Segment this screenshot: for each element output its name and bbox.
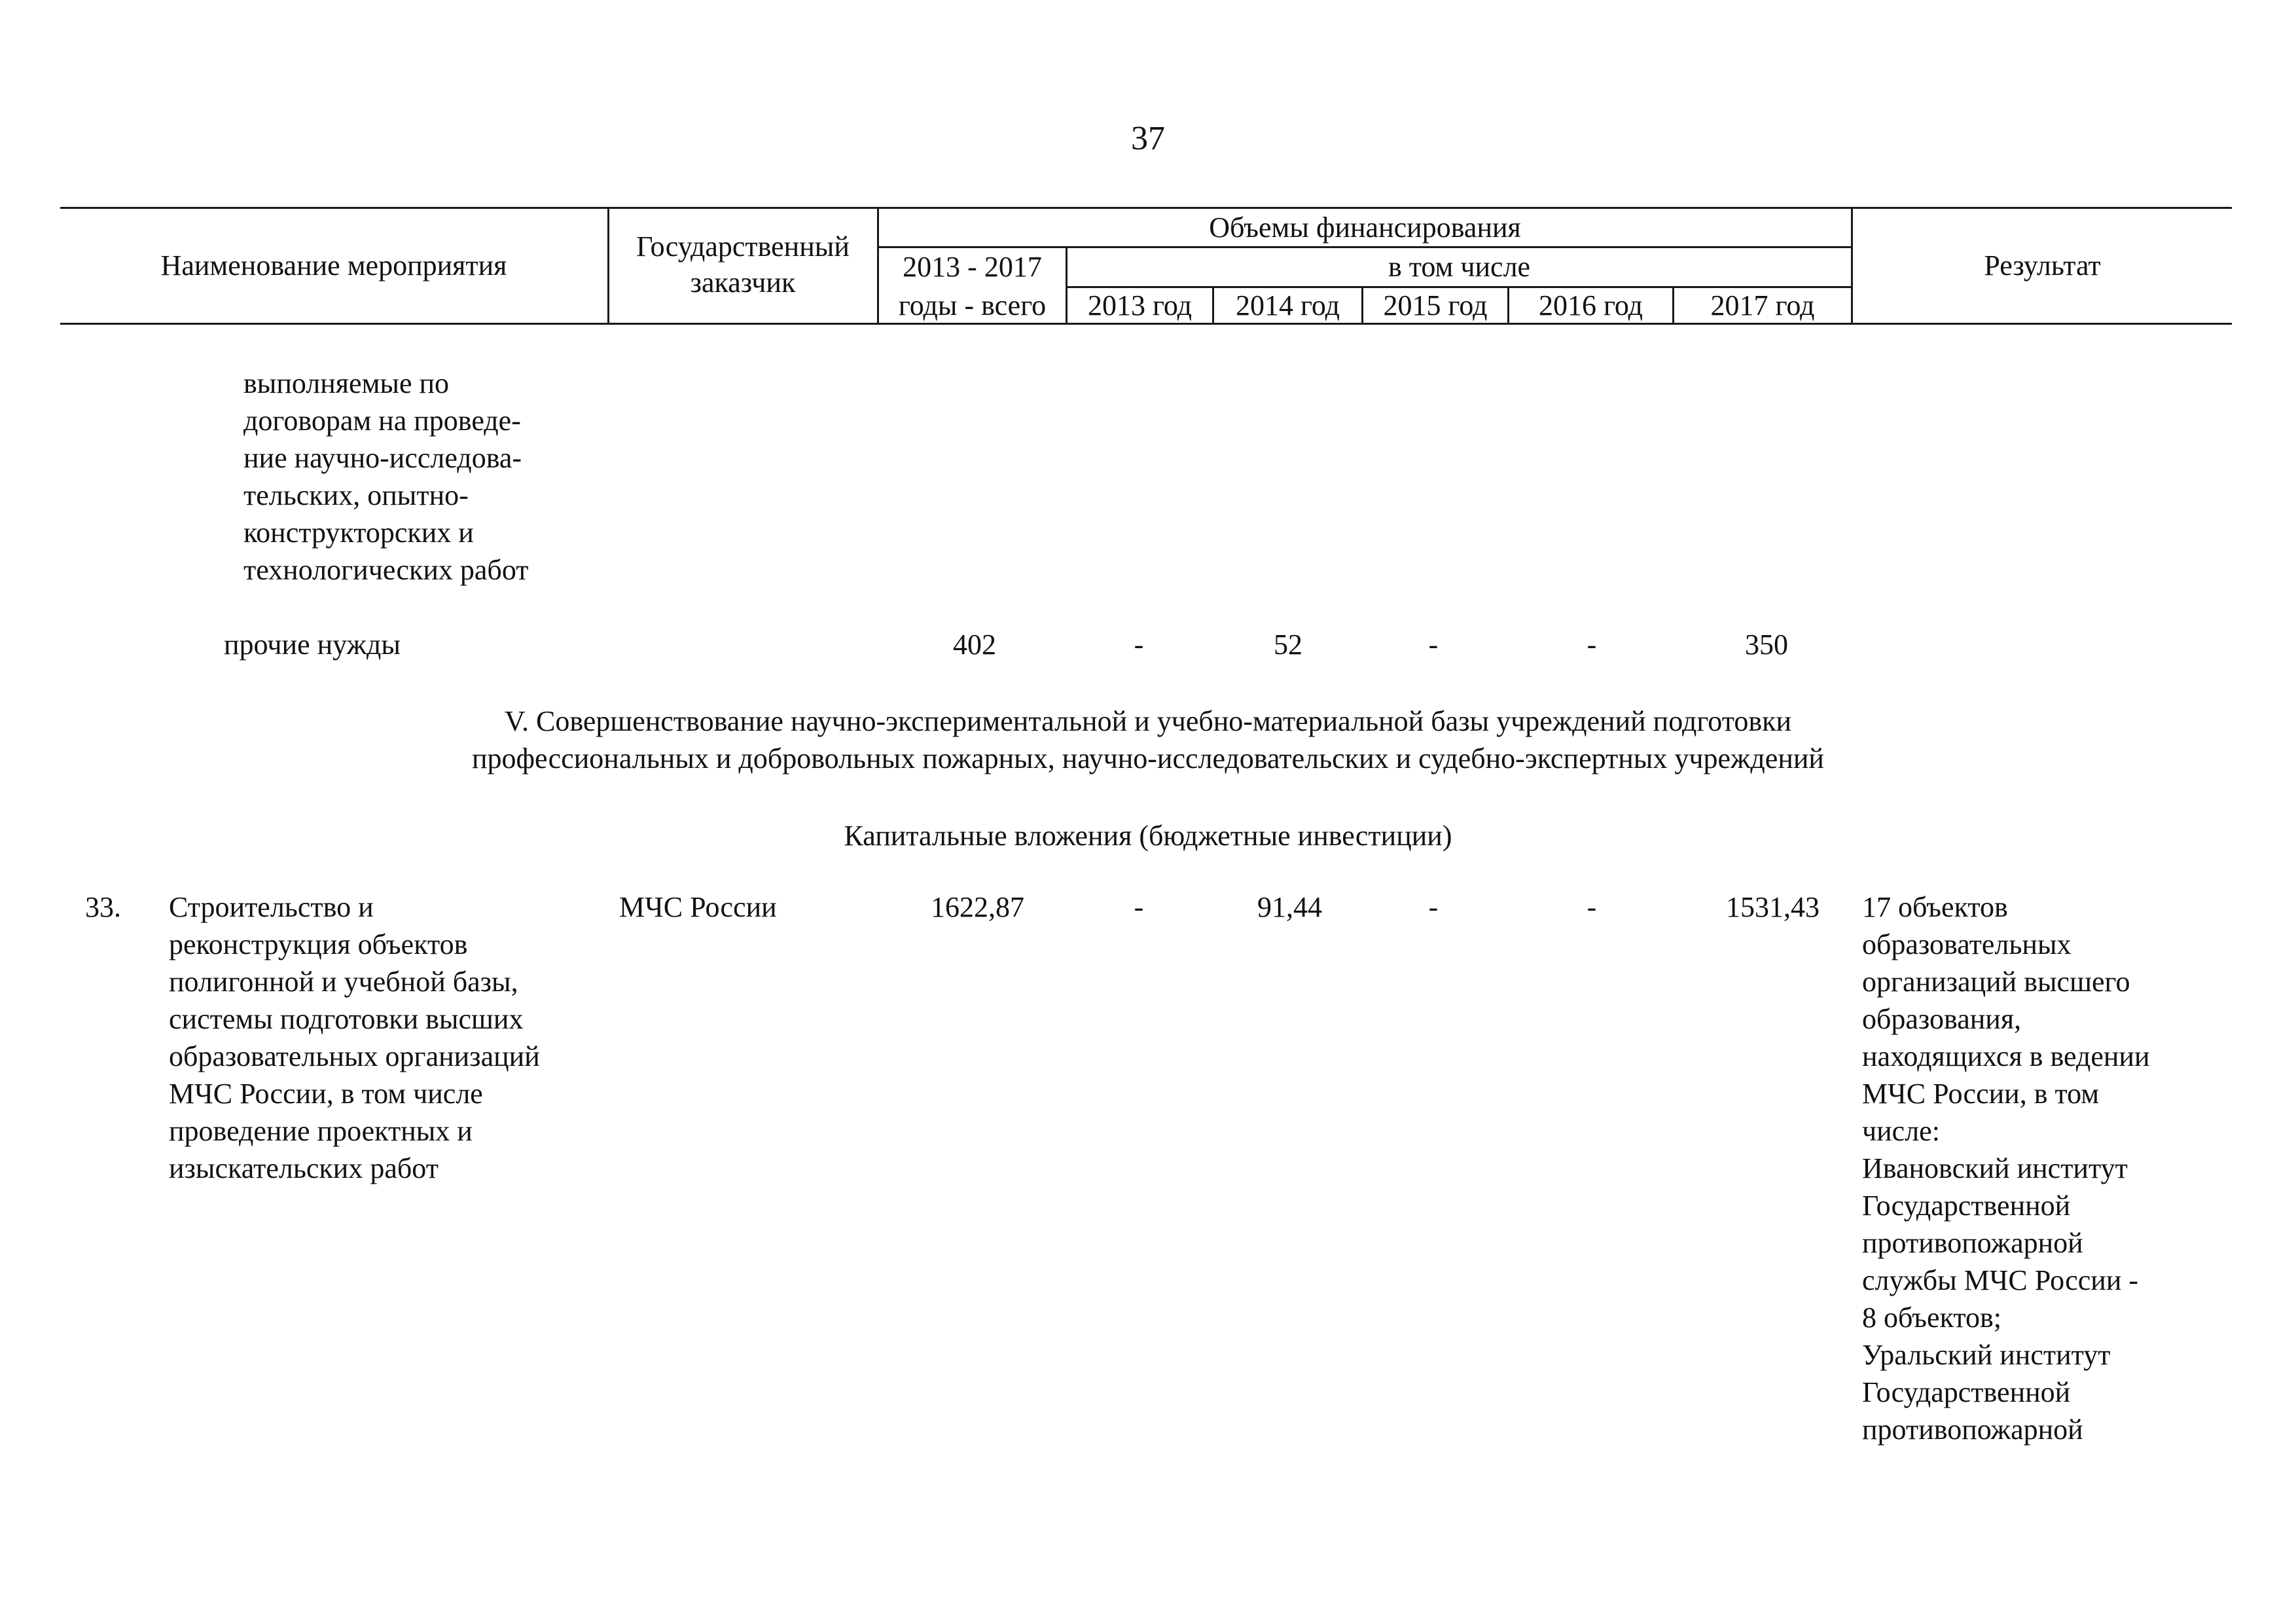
other-needs-label: прочие нужды [224, 629, 401, 661]
other-needs-2016: - [1587, 629, 1597, 661]
header-funding: Объемы финансирования [1209, 211, 1521, 244]
other-needs-2013: - [1134, 629, 1144, 661]
section-subtitle: Капитальные вложения (бюджетные инвестиции) [844, 820, 1452, 852]
section-title-line1: V. Совершенствование научно-экспериментальной и учебно-материальной базы учреждений подготовки [504, 705, 1792, 737]
header-customer-line1: Государственный [636, 230, 850, 263]
header-year-2017: 2017 год [1710, 289, 1815, 321]
row-2017: 1531,43 [1726, 891, 1820, 923]
row-name: Строительство и реконструкция объектов полигонной и учебной базы, системы подготовки высших образовательных организаций МЧС России, в том числе проведение проектных и изыскательских работ [169, 891, 540, 1184]
header-name: Наименование мероприятия [160, 249, 507, 282]
row-number: 33. [85, 891, 121, 923]
header-including: в том числе [1388, 251, 1531, 283]
other-needs-total: 402 [953, 629, 996, 661]
row-2014: 91,44 [1257, 891, 1322, 923]
row-total: 1622,87 [931, 891, 1024, 923]
row-2015: - [1428, 891, 1439, 923]
header-rule-funding [877, 246, 1852, 248]
header-period-line2: годы - всего [898, 289, 1047, 321]
header-top-rule [60, 207, 2232, 209]
header-result: Результат [1984, 249, 2101, 282]
header-period-line1: 2013 - 2017 [903, 251, 1042, 283]
header-year-2014: 2014 год [1235, 289, 1340, 321]
section-title-line2: профессиональных и добровольных пожарных, научно-исследовательских и судебно-экспертных учреждений [472, 742, 1824, 775]
other-needs-2015: - [1428, 629, 1439, 661]
header-year-2013: 2013 год [1087, 289, 1193, 321]
page-number: 37 [1131, 120, 1165, 157]
row-2016: - [1587, 891, 1597, 923]
header-year-2016: 2016 год [1538, 289, 1643, 321]
header-year-2015: 2015 год [1383, 289, 1488, 321]
row-2013: - [1134, 891, 1144, 923]
header-bottom-rule [60, 323, 2232, 325]
continued-item-text: выполняемые по договорам на проведе- ние научно-исследова- тельских, опытно- конструкторских и технологических работ [243, 367, 529, 586]
other-needs-2017: 350 [1745, 629, 1788, 661]
row-customer: МЧС России [619, 891, 777, 923]
row-result: 17 объектов образовательных организаций высшего образования, находящихся в ведении МЧС России, в том числе: Ивановский институт Государственной противопожарной службы МЧС России - 8 объектов; Уральский институт Государственной противопожарной [1862, 891, 2150, 1446]
header-rule-years [1067, 286, 1852, 288]
other-needs-2014: 52 [1274, 629, 1302, 661]
header-customer-line2: заказчик [690, 266, 796, 299]
